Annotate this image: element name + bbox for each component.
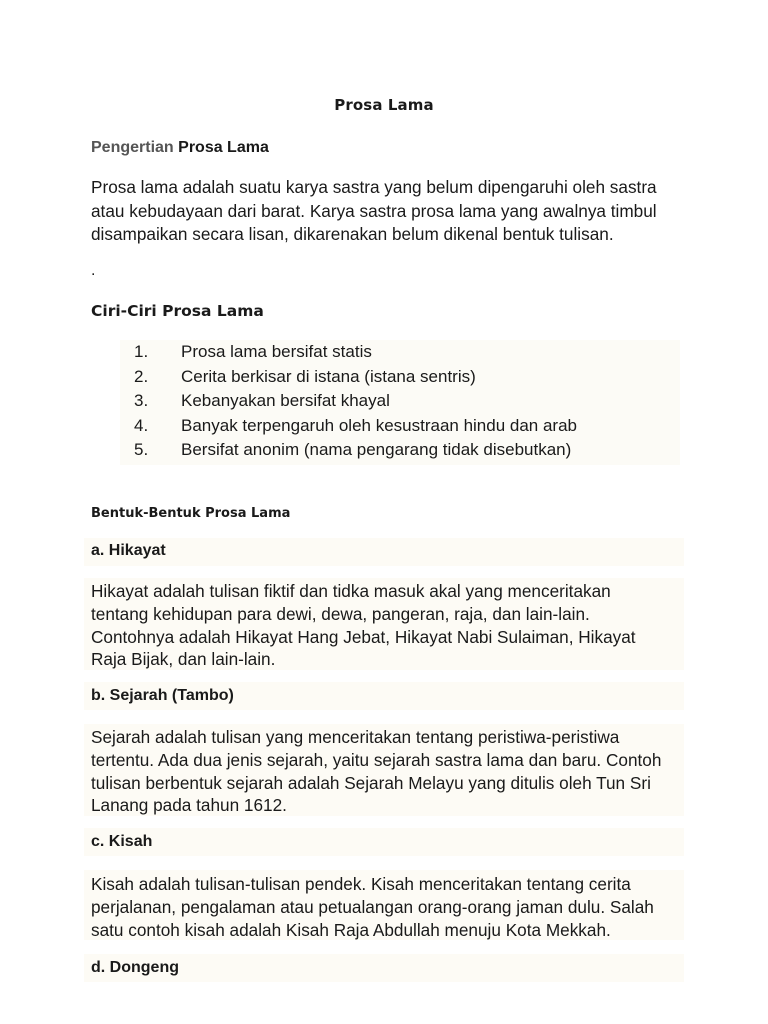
list-item xyxy=(134,365,577,390)
list-item xyxy=(134,414,577,439)
ciri-heading: Ciri-Ciri Prosa Lama xyxy=(91,302,264,320)
list-text: Banyak terpengaruh oleh kesustraan hindu dan arab xyxy=(181,415,578,435)
section-heading-sejarah: b. Sejarah (Tambo) xyxy=(91,687,234,704)
pengertian-heading xyxy=(91,139,269,157)
paragraph-line: tentang kehidupan para dewi, dewa, pangeran, raja, dan lain-lain. xyxy=(91,603,590,624)
intro-paragraph xyxy=(91,176,691,247)
paragraph-line: Hikayat adalah tulisan fiktif dan tidka masuk akal yang menceritakan xyxy=(91,581,611,601)
list-text: Kebanyakan bersifat khayal xyxy=(181,391,390,411)
ciri-list xyxy=(134,340,577,463)
list-number: 5. xyxy=(134,440,149,460)
list-text: Cerita berkisar di istana (istana sentris) xyxy=(181,366,476,386)
paragraph-line: Contohnya adalah Hikayat Hang Jebat, Hikayat Nabi Sulaiman, Hikayat xyxy=(91,626,636,647)
separator-dot: . xyxy=(91,262,96,279)
list-text: Prosa lama bersifat statis xyxy=(181,342,372,361)
paragraph-line: Kisah adalah tulisan-tulisan pendek. Kisah menceritakan tentang cerita xyxy=(91,874,631,894)
list-item xyxy=(134,340,577,365)
pengertian-prefix: Pengertian xyxy=(91,139,174,156)
page-title: Prosa Lama xyxy=(334,96,434,114)
paragraph-line: tertentu. Ada dua jenis sejarah, yaitu sejarah sastra lama dan baru. Contoh xyxy=(91,749,662,770)
list-item xyxy=(134,389,577,414)
paragraph-line: perjalanan, pengalaman atau petualangan orang-orang jaman dulu. Salah xyxy=(91,896,654,917)
section-band xyxy=(84,828,684,856)
list-number: 3. xyxy=(134,391,149,411)
intro-line: atau kebudayaan dari barat. Karya sastra prosa lama yang awalnya timbul xyxy=(91,200,657,221)
list-number: 1. xyxy=(134,342,149,361)
section-paragraph-kisah xyxy=(91,873,691,941)
list-text: Bersifat anonim (nama pengarang tidak disebutkan) xyxy=(181,440,572,460)
list-number: 2. xyxy=(134,366,149,386)
paragraph-line: Lanang pada tahun 1612. xyxy=(91,795,287,816)
section-heading-dongeng: d. Dongeng xyxy=(91,959,179,976)
paragraph-line: tulisan berbentuk sejarah adalah Sejarah Melayu yang ditulis oleh Tun Sri xyxy=(91,772,651,793)
section-paragraph-sejarah xyxy=(91,726,691,817)
pengertian-rest: Prosa Lama xyxy=(178,139,269,156)
paragraph-line: Raja Bijak, dan lain-lain. xyxy=(91,649,276,670)
section-band xyxy=(84,538,684,566)
paragraph-line: satu contoh kisah adalah Kisah Raja Abdullah menuju Kota Mekkah. xyxy=(91,919,611,940)
list-item xyxy=(134,438,577,463)
section-paragraph-hikayat xyxy=(91,580,691,671)
section-heading-hikayat: a. Hikayat xyxy=(91,542,166,559)
intro-line: disampaikan secara lisan, dikarenakan belum dikenal bentuk tulisan. xyxy=(91,224,614,244)
list-number: 4. xyxy=(134,415,149,435)
section-heading-kisah: c. Kisah xyxy=(91,833,153,850)
paragraph-line: Sejarah adalah tulisan yang menceritakan tentang peristiwa-peristiwa xyxy=(91,727,620,747)
bentuk-heading: Bentuk-Bentuk Prosa Lama xyxy=(91,506,291,521)
intro-line: Prosa lama adalah suatu karya sastra yang belum dipengaruhi oleh sastra xyxy=(91,177,657,197)
